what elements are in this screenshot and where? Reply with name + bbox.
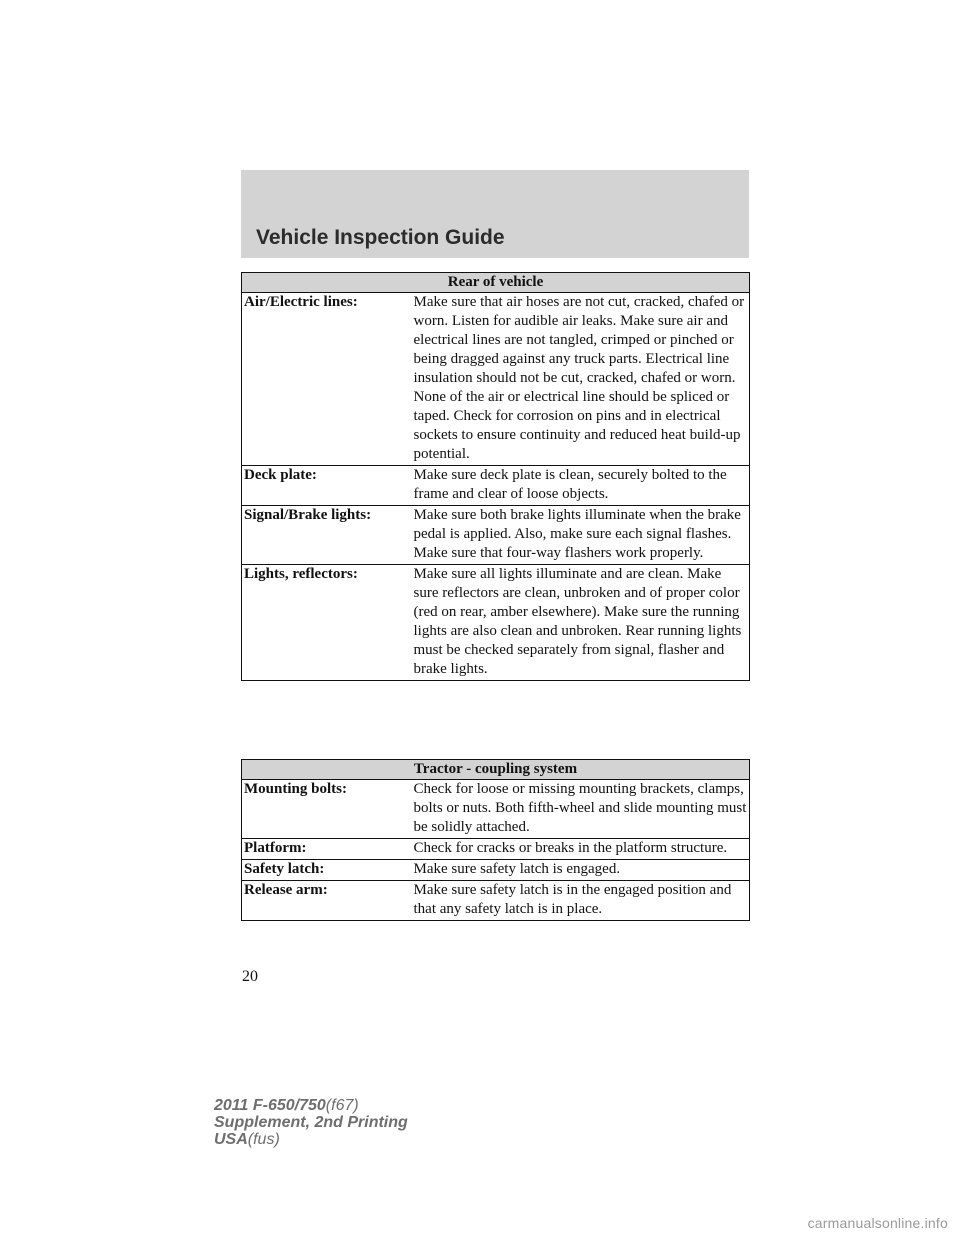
tractor-coupling-table — [241, 759, 750, 921]
footer-market: USA — [214, 1131, 248, 1148]
row-label: Signal/Brake lights: — [242, 506, 412, 565]
footer-line-market — [214, 1131, 408, 1148]
row-description: Make sure all lights illuminate and are clean. Make sure reflectors are clean, unbroken and of proper color (red on rear, amber elsewhere). Make sure the running lights are also clean and unbroken. Rear running lights must be checked separately from signal, flasher and brake lights. — [412, 565, 750, 681]
watermark: carmanualsonline.info — [807, 1215, 948, 1231]
table-row — [242, 860, 750, 881]
row-description: Check for cracks or breaks in the platform structure. — [412, 839, 750, 860]
section-heading: Tractor - coupling system — [242, 760, 750, 780]
table-row — [242, 839, 750, 860]
footer-model: 2011 F-650/750 — [214, 1097, 326, 1114]
row-label: Mounting bolts: — [242, 780, 412, 839]
table-row — [242, 881, 750, 921]
page-title: Vehicle Inspection Guide — [256, 226, 505, 249]
row-description: Make sure both brake lights illuminate when the brake pedal is applied. Also, make sure each signal flashes. Make sure that four-way flashers work properly. — [412, 506, 750, 565]
row-label: Air/Electric lines: — [242, 293, 412, 466]
table-row — [242, 565, 750, 681]
table-row — [242, 466, 750, 506]
section-heading: Rear of vehicle — [242, 273, 750, 293]
row-description: Make sure safety latch is in the engaged position and that any safety latch is in place. — [412, 881, 750, 921]
page-number: 20 — [242, 968, 258, 985]
row-description: Make sure that air hoses are not cut, cracked, chafed or worn. Listen for audible air leaks. Make sure air and electrical lines are not tangled, crimped or pinched or being dragged against any truck parts. Electrical line insulation should not be cut, cracked, chafed or worn. None of the air or electrical line should be spliced or taped. Check for corrosion on pins and in electrical sockets to ensure continuity and reduced heat build-up potential. — [412, 293, 750, 466]
footer-market-code: (fus) — [247, 1131, 280, 1148]
row-label: Safety latch: — [242, 860, 412, 881]
row-label: Lights, reflectors: — [242, 565, 412, 681]
table-row — [242, 293, 750, 466]
row-description: Make sure safety latch is engaged. — [412, 860, 750, 881]
table-row — [242, 780, 750, 839]
row-description: Make sure deck plate is clean, securely bolted to the frame and clear of loose objects. — [412, 466, 750, 506]
footer-line-model — [214, 1097, 408, 1114]
footer-model-code: (f67) — [325, 1097, 359, 1114]
row-label: Deck plate: — [242, 466, 412, 506]
row-label: Platform: — [242, 839, 412, 860]
print-footer — [214, 1097, 408, 1148]
row-label: Release arm: — [242, 881, 412, 921]
row-description: Check for loose or missing mounting brackets, clamps, bolts or nuts. Both fifth-wheel and slide mounting must be solidly attached. — [412, 780, 750, 839]
rear-of-vehicle-table — [241, 272, 750, 681]
table-row — [242, 506, 750, 565]
footer-line-edition: Supplement, 2nd Printing — [214, 1114, 408, 1131]
